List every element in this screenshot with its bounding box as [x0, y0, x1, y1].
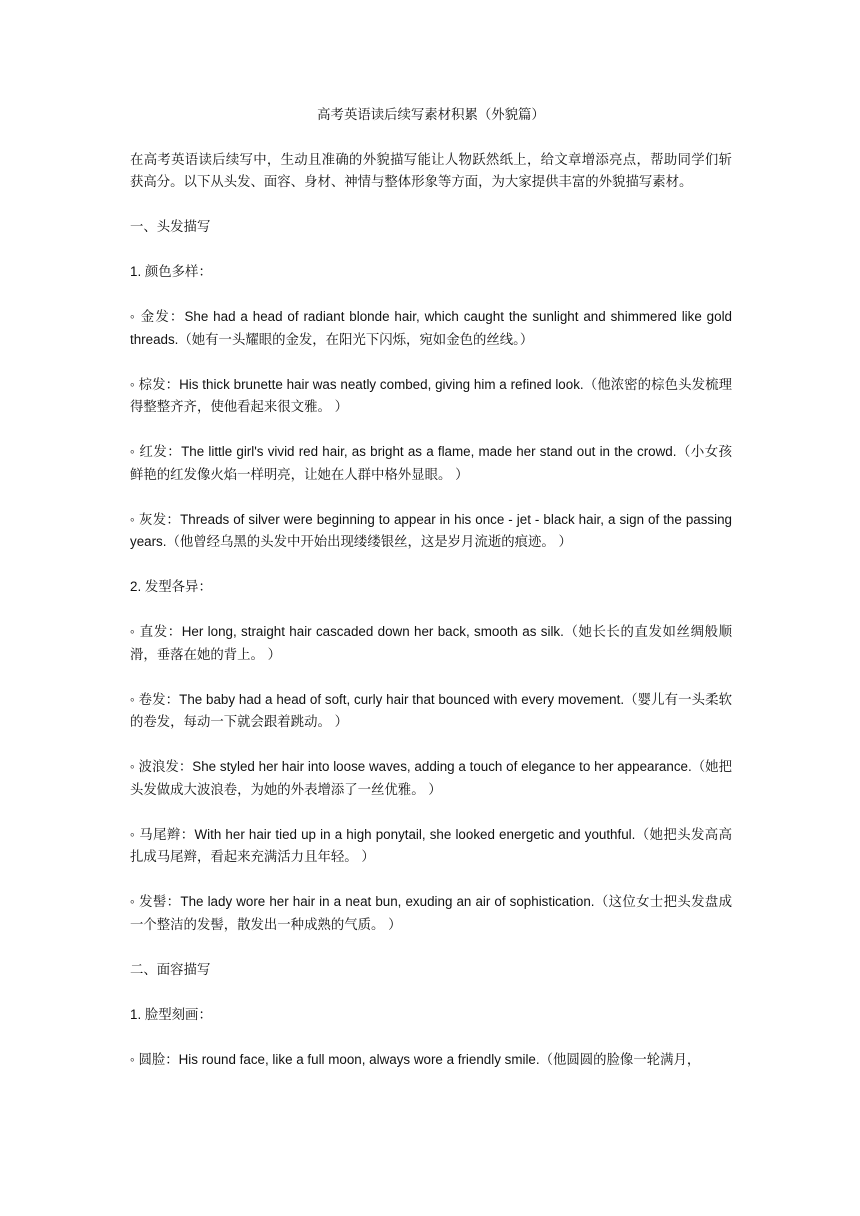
list-item: ◦ 卷发：The baby had a head of soft, curly hair that bounced with every movement.（婴儿有一头柔软的卷发，每动一下就会跟着跳动。 ） [130, 691, 732, 729]
list-item: ◦ 金发：She had a head of radiant blonde hair, which caught the sunlight and shimmered like gold threads.（她有一头耀眼的金发，在阳光下闪烁，宛如金色的丝线。） [130, 309, 732, 347]
subsection-heading: 2. 发型各异： [130, 579, 212, 594]
list-item: ◦ 发髻：The lady wore her hair in a neat bun, exuding an air of sophistication.（这位女士把头发盘成一个整洁的发髻，散发出一种成熟的气质。 ） [130, 894, 732, 932]
subsection-heading: 1. 脸型刻画： [130, 1006, 212, 1022]
intro-paragraph: 在高考英语读后续写中，生动且准确的外貌描写能让人物跃然纸上，给文章增添亮点，帮助同学们斩获高分。以下从头发、面容、身材、神情与整体形象等方面，为大家提供丰富的外貌描写素材。 [130, 151, 732, 189]
list-item: ◦ 波浪发：She styled her hair into loose waves, adding a touch of elegance to her appearance.（她把头发做成大波浪卷，为她的外表增添了一丝优雅。 ） [130, 759, 732, 797]
list-item: ◦ 直发：Her long, straight hair cascaded down her back, smooth as silk.（她长长的直发如丝绸般顺滑，垂落在她的背上。 ） [130, 624, 732, 662]
section-heading: 一、头发描写 [130, 219, 211, 234]
subsection-heading: 1. 颜色多样： [130, 264, 212, 279]
list-item: ◦ 棕发：His thick brunette hair was neatly combed, giving him a refined look.（他浓密的棕色头发梳理得整整齐齐，使他看起来很文雅。 ） [130, 376, 732, 414]
list-item: ◦ 圆脸：His round face, like a full moon, always wore a friendly smile.（他圆圆的脸像一轮满月， [130, 1051, 701, 1067]
document-title: 高考英语读后续写素材积累（外貌篇） [317, 107, 545, 122]
list-item: ◦ 灰发：Threads of silver were beginning to appear in his once - jet - black hair, a sign of the passing years.（他曾经乌黑的头发中开始出现缕缕银丝，这是岁月流逝的痕迹。 ） [130, 511, 732, 549]
list-item: ◦ 马尾辫：With her hair tied up in a high ponytail, she looked energetic and youthful.（她把头发高高扎成马尾辫，看起来充满活力且年轻。 ） [130, 826, 732, 864]
list-item: ◦ 红发：The little girl's vivid red hair, as bright as a flame, made her stand out in the crowd.（小女孩鲜艳的红发像火焰一样明亮，让她在人群中格外显眼。 ） [130, 444, 732, 482]
section-heading: 二、面容描写 [130, 961, 211, 977]
